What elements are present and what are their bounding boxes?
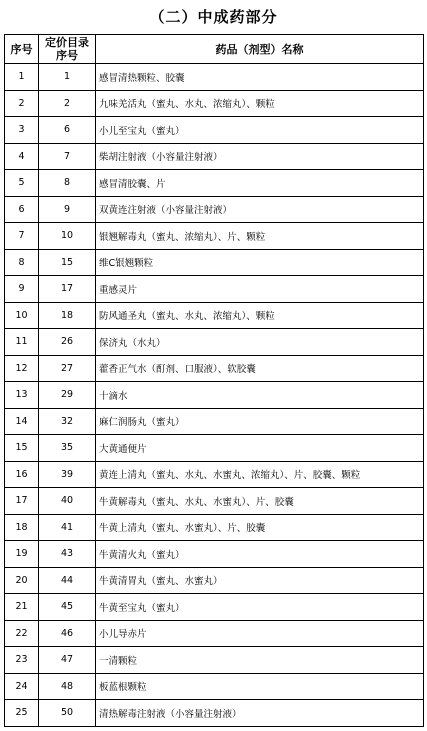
cell-catalog-no: 43 — [39, 541, 96, 568]
cell-catalog-no: 9 — [39, 196, 96, 223]
cell-drug-name: 银翘解毒丸（蜜丸、浓缩丸）、片、颗粒 — [96, 223, 424, 250]
cell-serial-no: 21 — [5, 594, 39, 621]
cell-drug-name: 一清颗粒 — [96, 647, 424, 674]
cell-drug-name: 牛黄清胃丸（蜜丸、水蜜丸） — [96, 567, 424, 594]
cell-catalog-no: 41 — [39, 514, 96, 541]
header-serial-no: 序号 — [5, 35, 39, 64]
cell-serial-no: 1 — [5, 64, 39, 91]
cell-drug-name: 黄连上清丸（蜜丸、水丸、水蜜丸、浓缩丸）、片、胶囊、颗粒 — [96, 461, 424, 488]
table-row — [5, 64, 424, 91]
table-row — [5, 488, 424, 515]
cell-drug-name: 麻仁润肠丸（蜜丸） — [96, 408, 424, 435]
table-body — [5, 64, 424, 727]
cell-catalog-no: 1 — [39, 64, 96, 91]
table-row — [5, 647, 424, 674]
header-drug-name: 药品（剂型）名称 — [96, 35, 424, 64]
table-row — [5, 117, 424, 144]
page-title: （二）中成药部分 — [149, 8, 278, 26]
cell-serial-no: 12 — [5, 355, 39, 382]
header-catalog-no — [39, 35, 96, 64]
table-row — [5, 196, 424, 223]
cell-drug-name: 防风通圣丸（蜜丸、水丸、浓缩丸）、颗粒 — [96, 302, 424, 329]
cell-serial-no: 3 — [5, 117, 39, 144]
cell-serial-no: 9 — [5, 276, 39, 303]
cell-serial-no: 17 — [5, 488, 39, 515]
table-row — [5, 594, 424, 621]
cell-drug-name: 板蓝根颗粒 — [96, 673, 424, 700]
cell-catalog-no: 40 — [39, 488, 96, 515]
cell-serial-no: 23 — [5, 647, 39, 674]
cell-drug-name: 牛黄上清丸（蜜丸、水蜜丸）、片、胶囊 — [96, 514, 424, 541]
table-header-row — [5, 35, 424, 64]
cell-serial-no: 7 — [5, 223, 39, 250]
cell-catalog-no: 45 — [39, 594, 96, 621]
cell-drug-name: 十滴水 — [96, 382, 424, 409]
cell-serial-no: 10 — [5, 302, 39, 329]
table-row — [5, 90, 424, 117]
cell-catalog-no: 18 — [39, 302, 96, 329]
table-row — [5, 223, 424, 250]
cell-catalog-no: 44 — [39, 567, 96, 594]
cell-catalog-no: 2 — [39, 90, 96, 117]
table-row — [5, 408, 424, 435]
table-row — [5, 567, 424, 594]
cell-catalog-no: 46 — [39, 620, 96, 647]
table-row — [5, 620, 424, 647]
cell-drug-name: 牛黄至宝丸（蜜丸） — [96, 594, 424, 621]
cell-catalog-no: 39 — [39, 461, 96, 488]
cell-catalog-no: 27 — [39, 355, 96, 382]
cell-serial-no: 16 — [5, 461, 39, 488]
cell-serial-no: 18 — [5, 514, 39, 541]
cell-serial-no: 8 — [5, 249, 39, 276]
cell-drug-name: 重感灵片 — [96, 276, 424, 303]
cell-drug-name: 小儿导赤片 — [96, 620, 424, 647]
cell-serial-no: 14 — [5, 408, 39, 435]
cell-catalog-no: 26 — [39, 329, 96, 356]
table-row — [5, 700, 424, 727]
cell-serial-no: 4 — [5, 143, 39, 170]
cell-catalog-no: 47 — [39, 647, 96, 674]
table-row — [5, 435, 424, 462]
cell-drug-name: 大黄通便片 — [96, 435, 424, 462]
header-catalog-line-1: 定价目录 — [45, 36, 89, 49]
cell-serial-no: 5 — [5, 170, 39, 197]
cell-catalog-no: 15 — [39, 249, 96, 276]
cell-drug-name: 牛黄清火丸（蜜丸） — [96, 541, 424, 568]
cell-serial-no: 6 — [5, 196, 39, 223]
cell-serial-no: 20 — [5, 567, 39, 594]
cell-drug-name: 藿香正气水（酊剂、口服液）、软胶囊 — [96, 355, 424, 382]
cell-catalog-no: 10 — [39, 223, 96, 250]
cell-serial-no: 25 — [5, 700, 39, 727]
table-row — [5, 170, 424, 197]
cell-serial-no: 11 — [5, 329, 39, 356]
cell-drug-name: 牛黄解毒丸（蜜丸、水丸、水蜜丸）、片、胶囊 — [96, 488, 424, 515]
cell-catalog-no: 32 — [39, 408, 96, 435]
cell-catalog-no: 35 — [39, 435, 96, 462]
cell-drug-name: 保济丸（水丸） — [96, 329, 424, 356]
cell-drug-name: 清热解毒注射液（小容量注射液） — [96, 700, 424, 727]
cell-catalog-no: 48 — [39, 673, 96, 700]
header-catalog-line-2: 序号 — [56, 49, 78, 62]
cell-catalog-no: 29 — [39, 382, 96, 409]
cell-drug-name: 维C银翘颗粒 — [96, 249, 424, 276]
cell-serial-no: 13 — [5, 382, 39, 409]
table-row — [5, 541, 424, 568]
cell-drug-name: 双黄连注射液（小容量注射液） — [96, 196, 424, 223]
cell-drug-name: 九味羌活丸（蜜丸、水丸、浓缩丸）、颗粒 — [96, 90, 424, 117]
table-row — [5, 382, 424, 409]
cell-serial-no: 19 — [5, 541, 39, 568]
table-row — [5, 514, 424, 541]
cell-drug-name: 感冒清热颗粒、胶囊 — [96, 64, 424, 91]
table-row — [5, 143, 424, 170]
cell-catalog-no: 17 — [39, 276, 96, 303]
table-row — [5, 249, 424, 276]
cell-serial-no: 24 — [5, 673, 39, 700]
cell-catalog-no: 7 — [39, 143, 96, 170]
cell-serial-no: 22 — [5, 620, 39, 647]
cell-catalog-no: 8 — [39, 170, 96, 197]
cell-catalog-no: 50 — [39, 700, 96, 727]
cell-serial-no: 2 — [5, 90, 39, 117]
cell-drug-name: 小儿至宝丸（蜜丸） — [96, 117, 424, 144]
cell-serial-no: 15 — [5, 435, 39, 462]
table-row — [5, 461, 424, 488]
table-row — [5, 355, 424, 382]
table-row — [5, 302, 424, 329]
cell-catalog-no: 6 — [39, 117, 96, 144]
cell-drug-name: 感冒清胶囊、片 — [96, 170, 424, 197]
drug-table — [4, 34, 424, 727]
table-row — [5, 276, 424, 303]
cell-drug-name: 柴胡注射液（小容量注射液） — [96, 143, 424, 170]
table-row — [5, 329, 424, 356]
table-row — [5, 673, 424, 700]
